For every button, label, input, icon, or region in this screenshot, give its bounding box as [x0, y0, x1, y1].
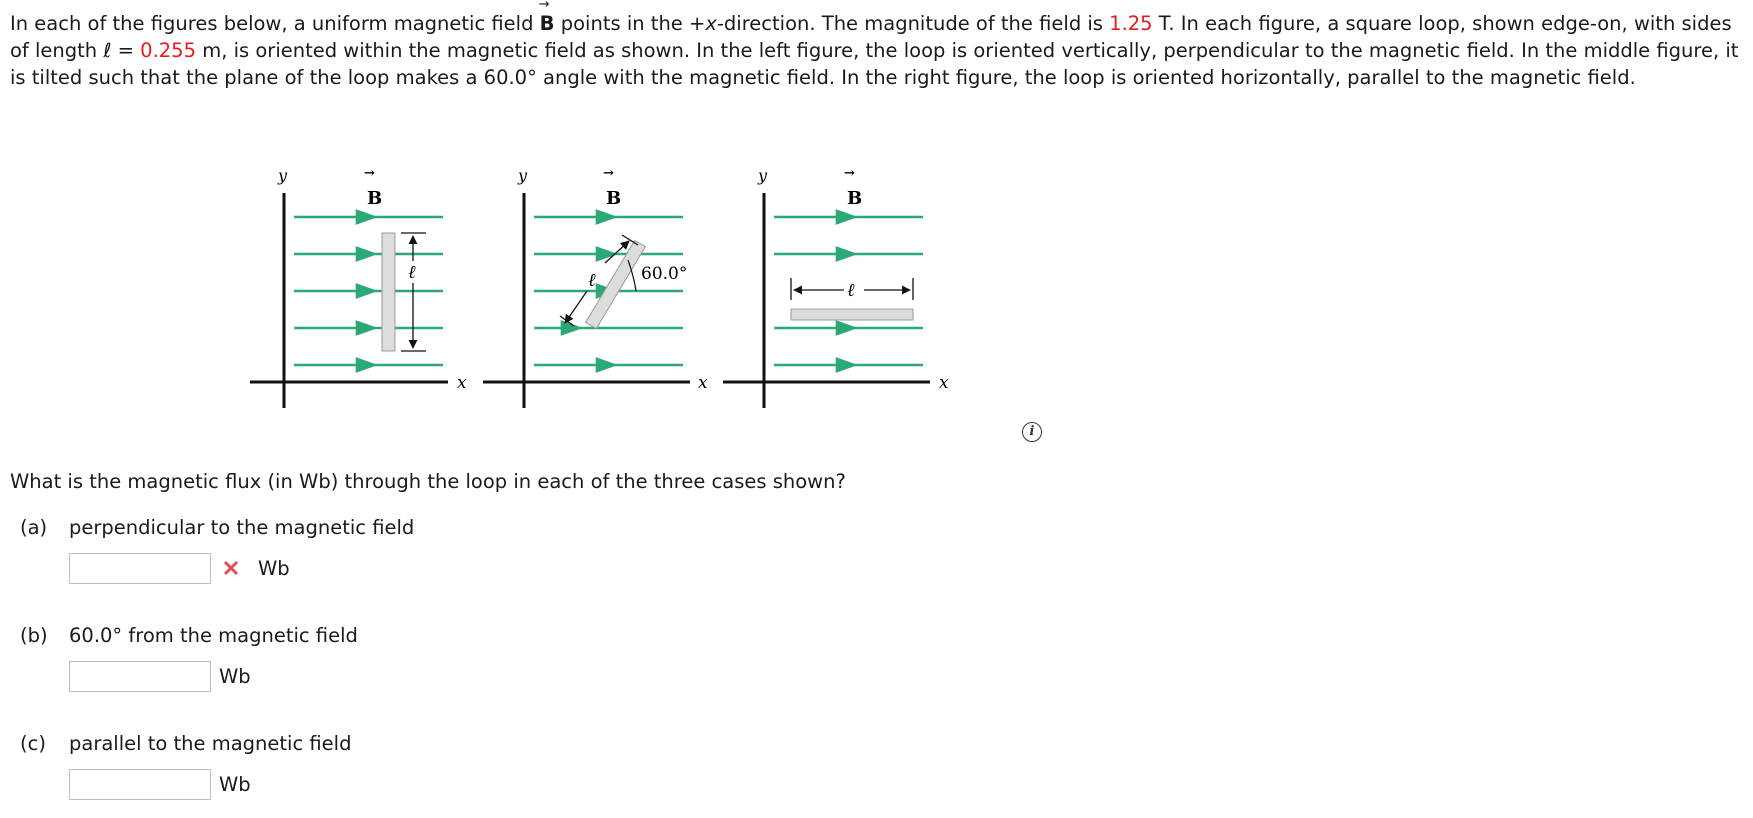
field-vector-symbol: → B [538, 0, 555, 35]
info-icon[interactable]: i [1022, 422, 1042, 442]
svg-text:B: B [606, 188, 622, 209]
part-a-unit: Wb [258, 556, 290, 580]
part-a-label: (a) perpendicular to the magnetic field [20, 516, 415, 539]
svg-text:x: x [939, 373, 949, 393]
part-b-answer-input[interactable] [69, 661, 211, 692]
part-c-answer-input[interactable] [69, 769, 211, 800]
svg-text:y: y [278, 166, 288, 185]
question-text: What is the magnetic flux (in Wb) through the loop in each of the three cases shown? [10, 470, 846, 493]
part-c-answer-row [69, 768, 251, 800]
problem-statement: In each of the figures below, a uniform magnetic field → B points in the +x-direction. The magnitude of the field is 1.25 T. In each figure, a square loop, shown edge-on, with sides of length ℓ = 0.255 m, is oriented within the magnetic field as shown. In the left figure, the loop is oriented vertically, perpendicular to the magnetic field. In the middle figure, it is tilted such that the plane of the loop makes a 60.0° angle with the magnetic field. In the right figure, the loop is oriented horizontally, parallel to the magnetic field. [10, 0, 1739, 89]
part-c-unit: Wb [219, 772, 251, 796]
svg-text:y: y [518, 166, 528, 185]
svg-text:x: x [457, 373, 467, 393]
angle-label: 60.0° [641, 264, 688, 284]
svg-text:B: B [847, 188, 863, 209]
part-a-answer-input[interactable] [69, 553, 211, 584]
part-b-label: (b) 60.0° from the magnetic field [20, 624, 358, 647]
part-c-label: (c) parallel to the magnetic field [20, 732, 352, 755]
part-a-answer-row [69, 552, 290, 584]
loop-length-value: 0.255 [140, 39, 196, 62]
svg-text:y: y [758, 166, 768, 185]
magnetic-field-figure [250, 155, 970, 415]
field-magnitude-value: 1.25 [1109, 12, 1153, 35]
svg-text:ℓ: ℓ [588, 270, 596, 291]
svg-text:→: → [603, 166, 614, 181]
svg-text:ℓ: ℓ [847, 280, 855, 301]
svg-text:→: → [364, 166, 375, 181]
svg-text:B: B [367, 188, 383, 209]
svg-text:ℓ: ℓ [408, 262, 416, 283]
svg-text:→: → [844, 166, 855, 181]
svg-text:x: x [698, 373, 708, 393]
incorrect-x-icon [219, 556, 243, 580]
part-b-unit: Wb [219, 664, 251, 688]
part-b-answer-row [69, 660, 251, 692]
panel-perpendicular [250, 166, 467, 408]
panel-parallel [723, 166, 949, 408]
panel-sixty-degrees [483, 166, 708, 408]
